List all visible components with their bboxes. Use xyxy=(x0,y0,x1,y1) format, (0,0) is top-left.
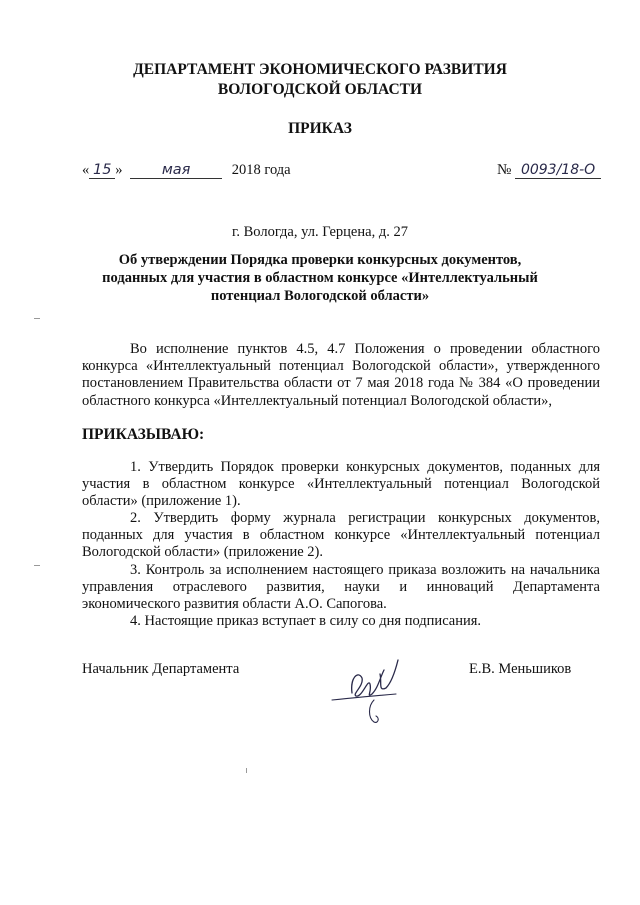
number-prefix: № xyxy=(497,162,512,178)
scan-edge-mark xyxy=(34,318,40,319)
date-open-quote: « xyxy=(82,162,90,178)
subject-line2: поданных для участия в областном конкурсе «Интеллектуальный xyxy=(102,270,538,286)
order-date xyxy=(82,162,291,179)
order-subject xyxy=(0,251,640,305)
handwritten-signature xyxy=(322,648,412,728)
number-value: 0093/18-О xyxy=(515,162,601,179)
department-name-line1: ДЕПАРТАМЕНТ ЭКОНОМИЧЕСКОГО РАЗВИТИЯ xyxy=(133,61,507,78)
order-address: г. Вологда, ул. Герцена, д. 27 xyxy=(232,224,408,240)
date-close-quote: » xyxy=(115,162,123,178)
signature-position: Начальник Департамента xyxy=(82,661,240,677)
order-item-1: 1. Утвердить Порядок проверки конкурсных документов, поданных для участия в областном конкурсе «Интеллектуальный потенциал Вологодской области» (приложение 1). xyxy=(82,459,600,510)
subject-line3: потенциал Вологодской области» xyxy=(210,288,430,304)
scan-dot-mark xyxy=(246,768,247,773)
signature-name: Е.В. Меньшиков xyxy=(469,661,572,677)
subject-line1: Об утверждении Порядка проверки конкурсных документов, xyxy=(118,252,522,268)
order-item-4: 4. Настоящие приказ вступает в силу со дня подписания. xyxy=(130,613,482,629)
preamble-paragraph: Во исполнение пунктов 4.5, 4.7 Положения о проведении областного конкурса «Интеллектуальный потенциал Вологодской области», утвержденного постановлением Правительства области от 7 мая 2018 года № 384 «О проведении областного конкурса «Интеллектуальный потенциал Вологодской области», xyxy=(82,341,600,409)
department-name-line2: ВОЛОГОДСКОЙ ОБЛАСТИ xyxy=(217,81,423,98)
order-item-2: 2. Утвердить форму журнала регистрации конкурсных документов, поданных для участия в областном конкурсе «Интеллектуальный потенциал Вологодской области» (приложение 2). xyxy=(82,510,600,561)
date-year: 2018 года xyxy=(231,162,291,178)
order-number xyxy=(497,162,601,179)
order-word: ПРИКАЗЫВАЮ: xyxy=(82,426,205,443)
date-day: 15 xyxy=(89,162,115,179)
scan-edge-mark xyxy=(34,565,40,566)
order-item-3: 3. Контроль за исполнением настоящего приказа возложить на начальника управления отраслевого развития, науки и инноваций Департамента экономического развития области А.О. Сапогова. xyxy=(82,562,600,613)
date-month: мая xyxy=(130,162,222,179)
order-title: ПРИКАЗ xyxy=(288,120,352,137)
department-header xyxy=(0,60,640,100)
